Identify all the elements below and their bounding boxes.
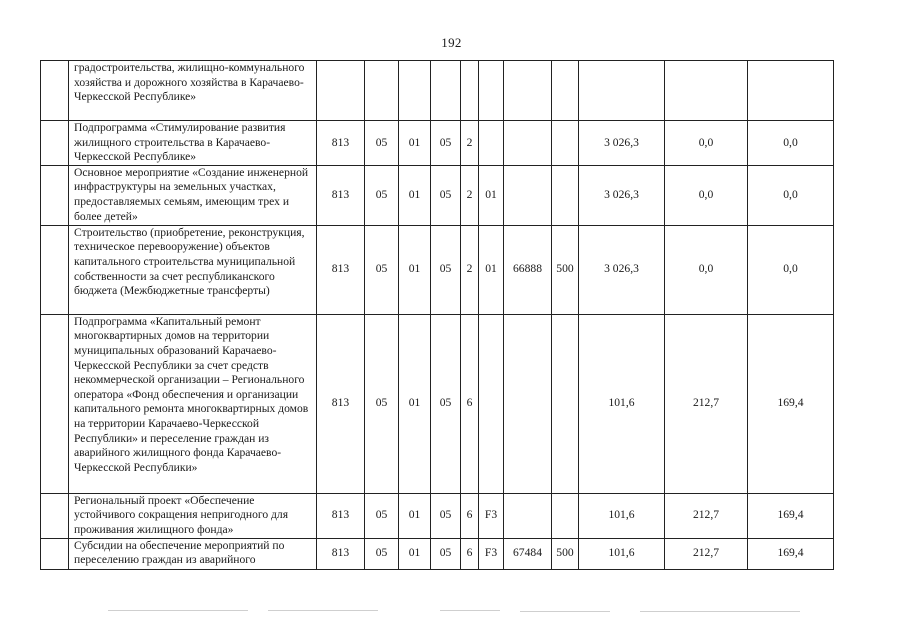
value-cell: 813 — [317, 493, 365, 538]
value-cell — [552, 314, 579, 493]
value-cell: 3 026,3 — [579, 165, 665, 225]
row-name-cell: Строительство (приобретение, реконструкция, техническое перевооружение) объектов капитального строительства муниципальной собственности за счет республиканского бюджета (Межбюджетные трансферты) — [69, 225, 317, 314]
value-cell: 0,0 — [748, 165, 834, 225]
table-row — [41, 165, 834, 225]
value-cell: 05 — [431, 225, 461, 314]
scan-artifact-line — [268, 610, 378, 611]
value-cell: 01 — [479, 165, 504, 225]
value-cell: 05 — [431, 314, 461, 493]
value-cell: 05 — [431, 493, 461, 538]
value-cell: 500 — [552, 538, 579, 569]
value-cell — [552, 61, 579, 121]
value-cell — [552, 121, 579, 166]
value-cell: 01 — [399, 314, 431, 493]
value-cell: 2 — [461, 225, 479, 314]
value-cell: 0,0 — [748, 225, 834, 314]
value-cell: 212,7 — [665, 314, 748, 493]
value-cell — [431, 61, 461, 121]
value-cell — [479, 61, 504, 121]
value-cell: 01 — [399, 538, 431, 569]
table-row — [41, 121, 834, 166]
value-cell: 05 — [365, 493, 399, 538]
value-cell: 6 — [461, 314, 479, 493]
value-cell: 3 026,3 — [579, 121, 665, 166]
value-cell: 0,0 — [665, 165, 748, 225]
row-name-cell: Подпрограмма «Стимулирование развития жилищного строительства в Карачаево-Черкесской Республике» — [69, 121, 317, 166]
value-cell: 101,6 — [579, 538, 665, 569]
value-cell: 6 — [461, 538, 479, 569]
row-name-cell: Основное мероприятие «Создание инженерной инфраструктуры на земельных участках, предоставляемых семьям, имеющим трех и более детей» — [69, 165, 317, 225]
value-cell: 212,7 — [665, 493, 748, 538]
value-cell: 0,0 — [748, 121, 834, 166]
value-cell: 0,0 — [665, 121, 748, 166]
row-name-cell: градостроительства, жилищно-коммунального хозяйства и дорожного хозяйства в Карачаево-Черкесской Республике» — [69, 61, 317, 121]
value-cell: 05 — [431, 121, 461, 166]
value-cell: 500 — [552, 225, 579, 314]
value-cell: 2 — [461, 165, 479, 225]
value-cell: 813 — [317, 225, 365, 314]
value-cell: 0,0 — [665, 225, 748, 314]
value-cell — [552, 493, 579, 538]
value-cell: 101,6 — [579, 314, 665, 493]
row-index-cell — [41, 61, 69, 121]
value-cell — [504, 493, 552, 538]
value-cell — [579, 61, 665, 121]
table-row — [41, 314, 834, 493]
value-cell — [479, 314, 504, 493]
value-cell: 169,4 — [748, 538, 834, 569]
value-cell: 05 — [365, 165, 399, 225]
value-cell: 813 — [317, 314, 365, 493]
value-cell — [552, 165, 579, 225]
row-index-cell — [41, 225, 69, 314]
value-cell: 813 — [317, 165, 365, 225]
value-cell: 05 — [431, 538, 461, 569]
value-cell: 05 — [431, 165, 461, 225]
value-cell — [461, 61, 479, 121]
row-index-cell — [41, 121, 69, 166]
value-cell — [479, 121, 504, 166]
value-cell — [317, 61, 365, 121]
value-cell: F3 — [479, 493, 504, 538]
value-cell — [504, 121, 552, 166]
value-cell: 05 — [365, 121, 399, 166]
value-cell — [748, 61, 834, 121]
value-cell: 169,4 — [748, 493, 834, 538]
value-cell: 6 — [461, 493, 479, 538]
row-name-cell: Субсидии на обеспечение мероприятий по переселению граждан из аварийного — [69, 538, 317, 569]
row-index-cell — [41, 314, 69, 493]
value-cell: 01 — [479, 225, 504, 314]
value-cell — [504, 314, 552, 493]
value-cell: 3 026,3 — [579, 225, 665, 314]
value-cell: 813 — [317, 538, 365, 569]
budget-table — [40, 60, 834, 570]
value-cell: 01 — [399, 493, 431, 538]
table-row — [41, 493, 834, 538]
value-cell: 05 — [365, 538, 399, 569]
page-number: 192 — [441, 35, 462, 50]
value-cell: 101,6 — [579, 493, 665, 538]
row-name-cell: Подпрограмма «Капитальный ремонт многоквартирных домов на территории муниципальных образований Карачаево-Черкесской Республики за счет средств некоммерческой организации – Регионального оператора «Фонд обеспечения и организации капитального ремонта многоквартирных домов на территории Карачаево-Черкесской Республики» и переселение граждан из аварийного жилищного фонда Карачаево-Черкесской Республики» — [69, 314, 317, 493]
value-cell — [365, 61, 399, 121]
value-cell — [665, 61, 748, 121]
row-index-cell — [41, 538, 69, 569]
table-row — [41, 61, 834, 121]
value-cell: 212,7 — [665, 538, 748, 569]
value-cell — [504, 61, 552, 121]
value-cell: 813 — [317, 121, 365, 166]
table-row — [41, 225, 834, 314]
value-cell: 05 — [365, 314, 399, 493]
value-cell — [399, 61, 431, 121]
table-row — [41, 538, 834, 569]
value-cell: 169,4 — [748, 314, 834, 493]
value-cell: 01 — [399, 165, 431, 225]
value-cell: 2 — [461, 121, 479, 166]
value-cell: 01 — [399, 225, 431, 314]
value-cell — [504, 165, 552, 225]
row-index-cell — [41, 165, 69, 225]
scan-artifact-line — [108, 610, 248, 611]
scan-artifact-line — [440, 610, 500, 611]
row-name-cell: Региональный проект «Обеспечение устойчивого сокращения непригодного для проживания жилищного фонда» — [69, 493, 317, 538]
value-cell: 67484 — [504, 538, 552, 569]
value-cell: 66888 — [504, 225, 552, 314]
row-index-cell — [41, 493, 69, 538]
scan-artifact-line — [520, 611, 610, 612]
value-cell: F3 — [479, 538, 504, 569]
value-cell: 05 — [365, 225, 399, 314]
scan-artifact-line — [640, 611, 800, 612]
value-cell: 01 — [399, 121, 431, 166]
